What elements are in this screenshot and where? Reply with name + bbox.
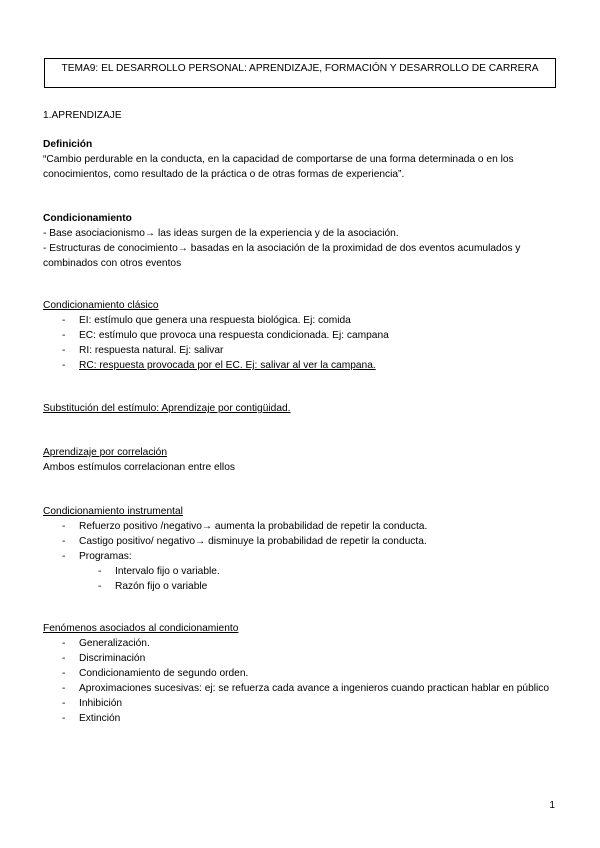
list-item: - Inhibición bbox=[43, 696, 563, 711]
definicion-heading: Definición bbox=[43, 139, 93, 150]
list-item: - Aproximaciones sucesivas: ej: se refuerza cada avance a ingenieros cuando practican hablar en público bbox=[43, 681, 563, 696]
programas-sublist bbox=[43, 564, 563, 594]
condicionamiento-line-1: - Base asociacionismo→ las ideas surgen de la experiencia y de la asociación. bbox=[43, 228, 399, 239]
condicionamiento-line-2: - Estructuras de conocimiento→ basadas en la asociación de la proximidad de dos eventos acumulados y combinados con otros eventos bbox=[43, 243, 521, 269]
list-item: - Intervalo fijo o variable. bbox=[43, 564, 563, 579]
fenomenos-section bbox=[43, 621, 563, 726]
condicionamiento-section bbox=[43, 211, 563, 271]
page-number: 1 bbox=[549, 800, 555, 811]
list-item: - RC: respuesta provocada por el EC. Ej: salivar al ver la campana. bbox=[43, 358, 563, 373]
fenomenos-list bbox=[43, 636, 563, 726]
list-item: - Razón fijo o variable bbox=[43, 579, 563, 594]
list-item: - Extinción bbox=[43, 711, 563, 726]
correlacion-section bbox=[43, 445, 563, 475]
document-title: TEMA9: EL DESARROLLO PERSONAL: APRENDIZAJE, FORMACIÓN Y DESARROLLO DE CARRERA bbox=[44, 58, 556, 88]
list-item: - Generalización. bbox=[43, 636, 563, 651]
instrumental-section bbox=[43, 504, 563, 594]
instrumental-list bbox=[43, 519, 563, 564]
correlacion-text: Ambos estímulos correlacionan entre ellos bbox=[43, 462, 235, 473]
clasico-heading: Condicionamiento clásico bbox=[43, 300, 159, 311]
list-item: - EI: estímulo que genera una respuesta biológica. Ej: comida bbox=[43, 313, 563, 328]
correlacion-heading: Aprendizaje por correlación bbox=[43, 447, 168, 458]
list-item: - Programas: bbox=[43, 549, 563, 564]
fenomenos-heading: Fenómenos asociados al condicionamiento bbox=[43, 623, 239, 634]
clasico-list bbox=[43, 313, 563, 373]
list-item: - Castigo positivo/ negativo→ disminuye la probabilidad de repetir la conducta. bbox=[43, 534, 563, 549]
condicionamiento-heading: Condicionamiento bbox=[43, 213, 132, 224]
definicion-section bbox=[43, 137, 563, 182]
list-item: - EC: estímulo que provoca una respuesta condicionada. Ej: campana bbox=[43, 328, 563, 343]
list-item: - Condicionamiento de segundo orden. bbox=[43, 666, 563, 681]
section-heading: 1.APRENDIZAJE bbox=[43, 110, 122, 121]
list-item: - Refuerzo positivo /negativo→ aumenta la probabilidad de repetir la conducta. bbox=[43, 519, 563, 534]
list-item: - RI: respuesta natural. Ej: salivar bbox=[43, 343, 563, 358]
instrumental-heading: Condicionamiento instrumental bbox=[43, 506, 183, 517]
definicion-text: “Cambio perdurable en la conducta, en la capacidad de comportarse de una forma determinada o en los conocimientos, como resultado de la práctica o de otras formas de experiencia”. bbox=[43, 154, 514, 180]
list-item: - Discriminación bbox=[43, 651, 563, 666]
clasico-section bbox=[43, 298, 563, 373]
sustitucion-heading: Substitución del estímulo: Aprendizaje por contigüidad. bbox=[43, 403, 291, 414]
